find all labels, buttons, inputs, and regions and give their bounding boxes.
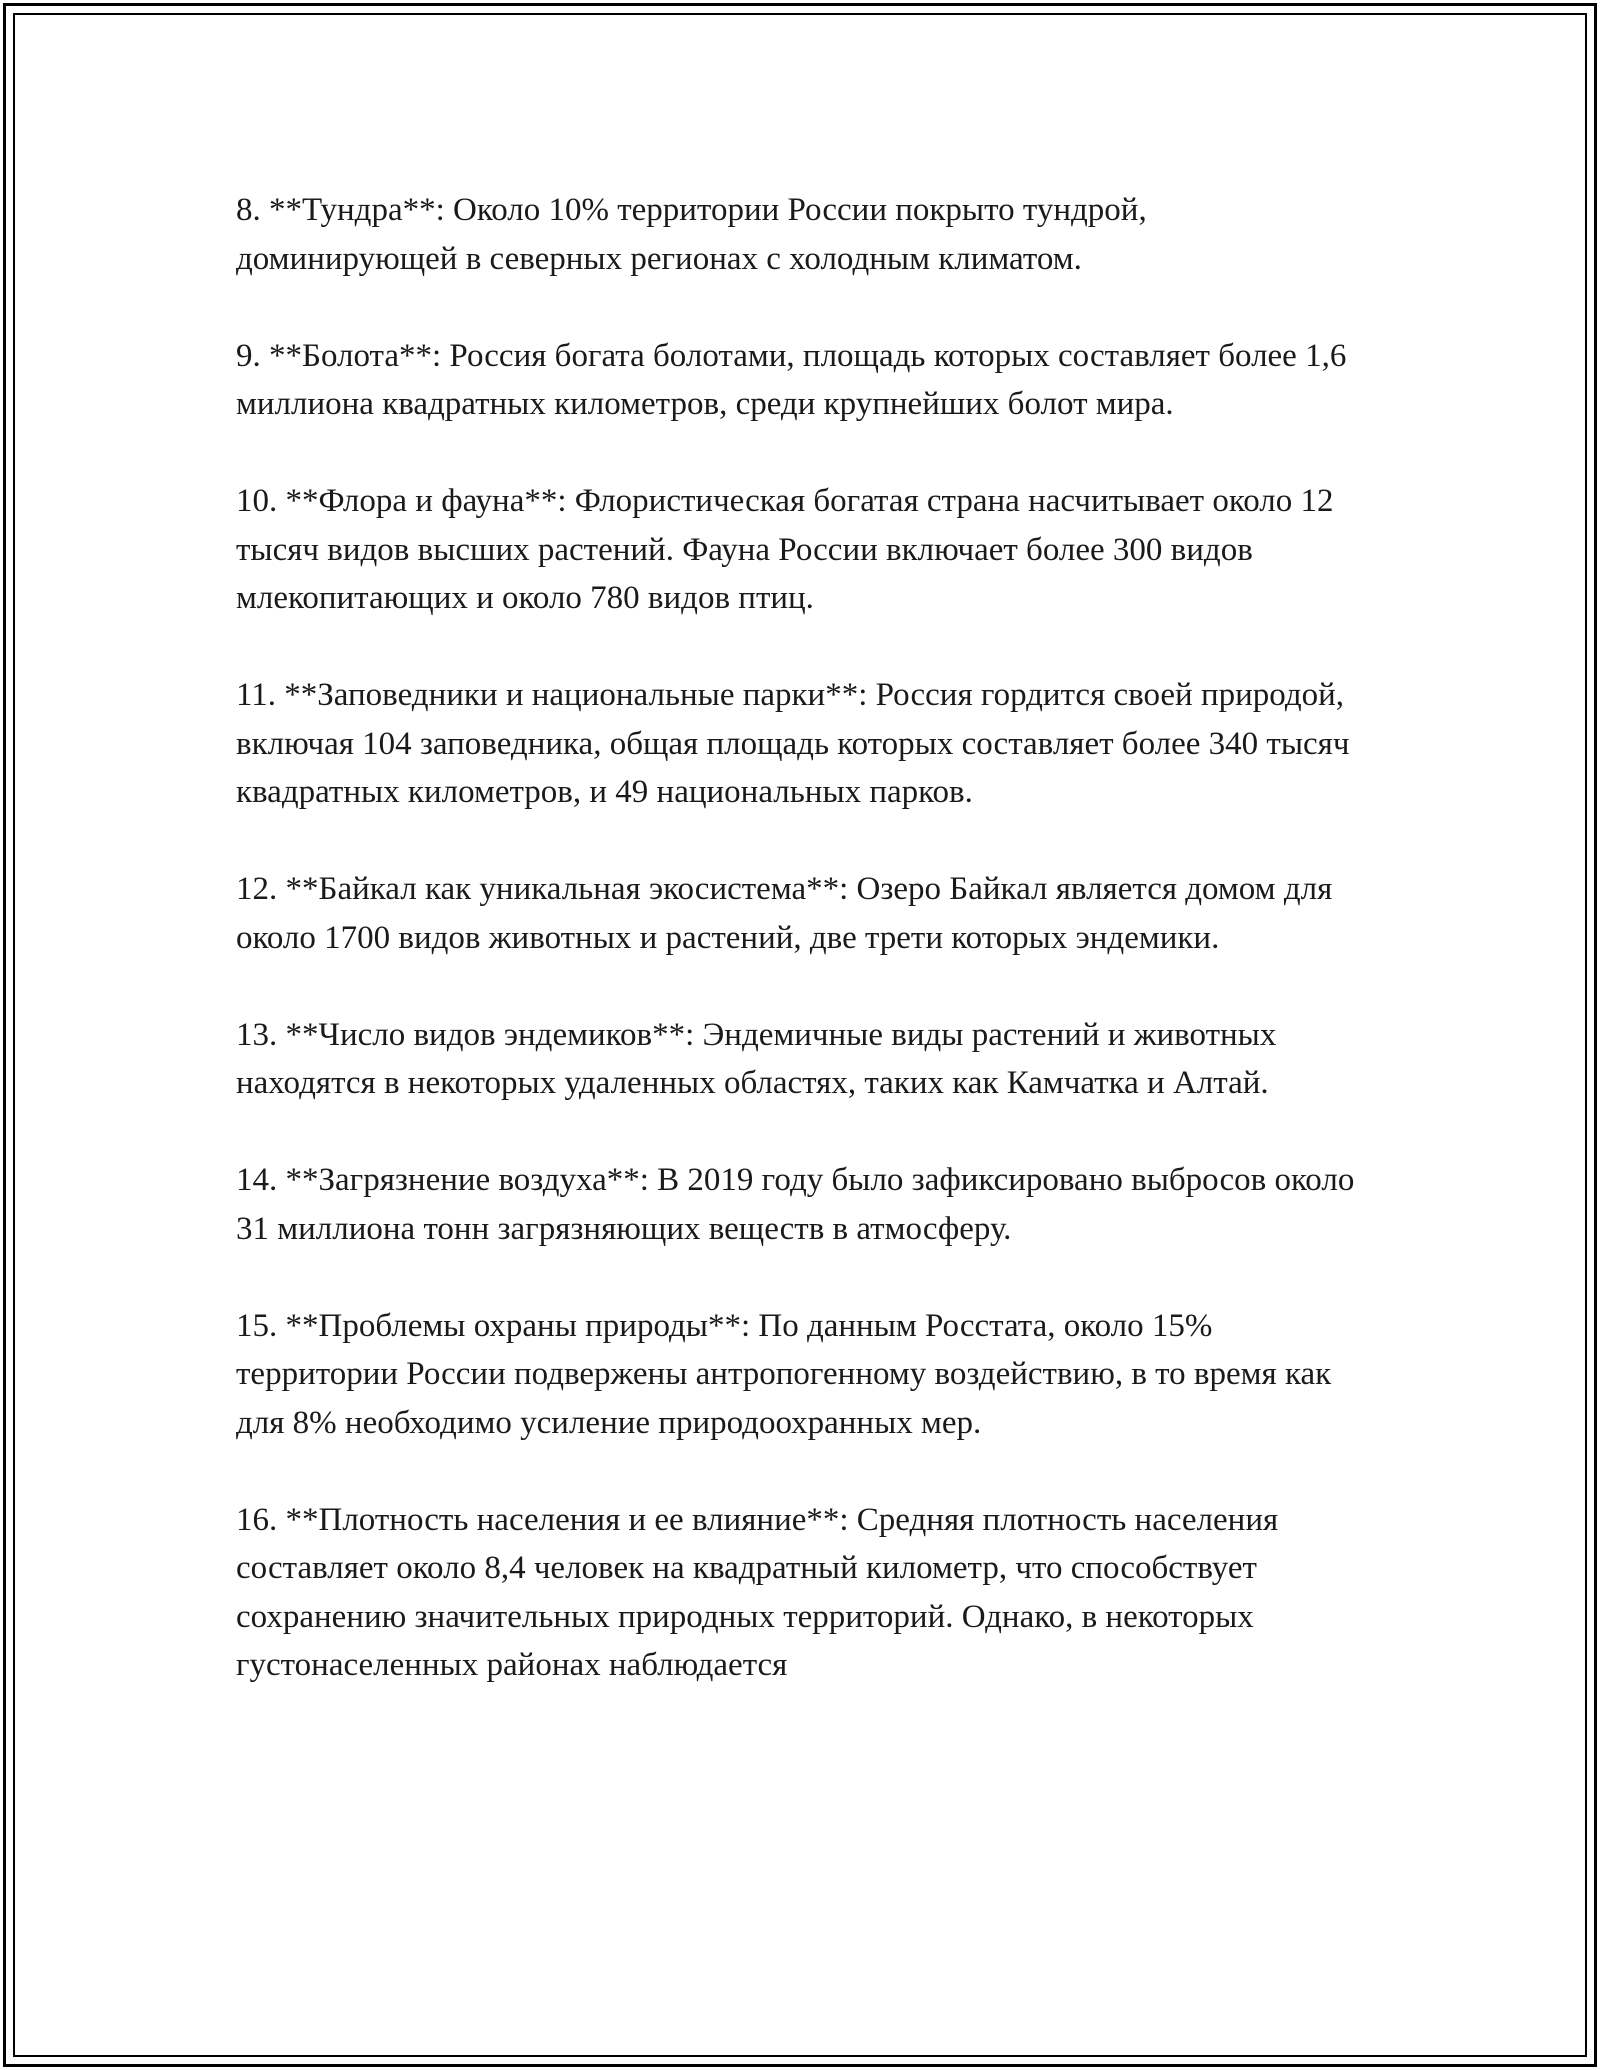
- document-body: [236, 186, 1376, 1690]
- list-item-endemics: 13. **Число видов эндемиков**: Эндемичные виды растений и животных находятся в некоторых удаленных областях, таких как Камчатка и Алтай.: [236, 1016, 1277, 1101]
- list-item-swamps: 9. **Болота**: Россия богата болотами, площадь которых составляет более 1,6 миллиона квадратных километров, среди крупнейших болот мира.: [236, 337, 1347, 422]
- list-item-population-density: 16. **Плотность населения и ее влияние**: Средняя плотность населения составляет около 8,4 человек на квадратный километр, что способствует сохранению значительных природных территорий. Однако, в некоторых густонаселенных районах наблюдается: [236, 1501, 1279, 1683]
- list-item-baikal: 12. **Байкал как уникальная экосистема**: Озеро Байкал является домом для около 1700 видов животных и растений, две трети которых эндемики.: [236, 871, 1333, 956]
- list-item-flora-fauna: 10. **Флора и фауна**: Флористическая богатая страна насчитывает около 12 тысяч видов высших растений. Фауна России включает более 300 видов млекопитающих и около 780 видов птиц.: [236, 483, 1334, 616]
- list-item-air-pollution: 14. **Загрязнение воздуха**: В 2019 году было зафиксировано выбросов около 31 миллиона тонн загрязняющих веществ в атмосферу.: [236, 1162, 1355, 1247]
- list-item-tundra: 8. **Тундра**: Около 10% территории России покрыто тундрой, доминирующей в северных регионах с холодным климатом.: [236, 192, 1147, 277]
- list-item-nature-protection: 15. **Проблемы охраны природы**: По данным Росстата, около 15% территории России подвержены антропогенному воздействию, в то время как для 8% необходимо усиление природоохранных мер.: [236, 1307, 1332, 1441]
- list-item-reserves-parks: 11. **Заповедники и национальные парки**: Россия гордится своей природой, включая 104 заповедника, общая площадь которых составляет более 340 тысяч квадратных километров, и 49 национальных парков.: [236, 677, 1350, 810]
